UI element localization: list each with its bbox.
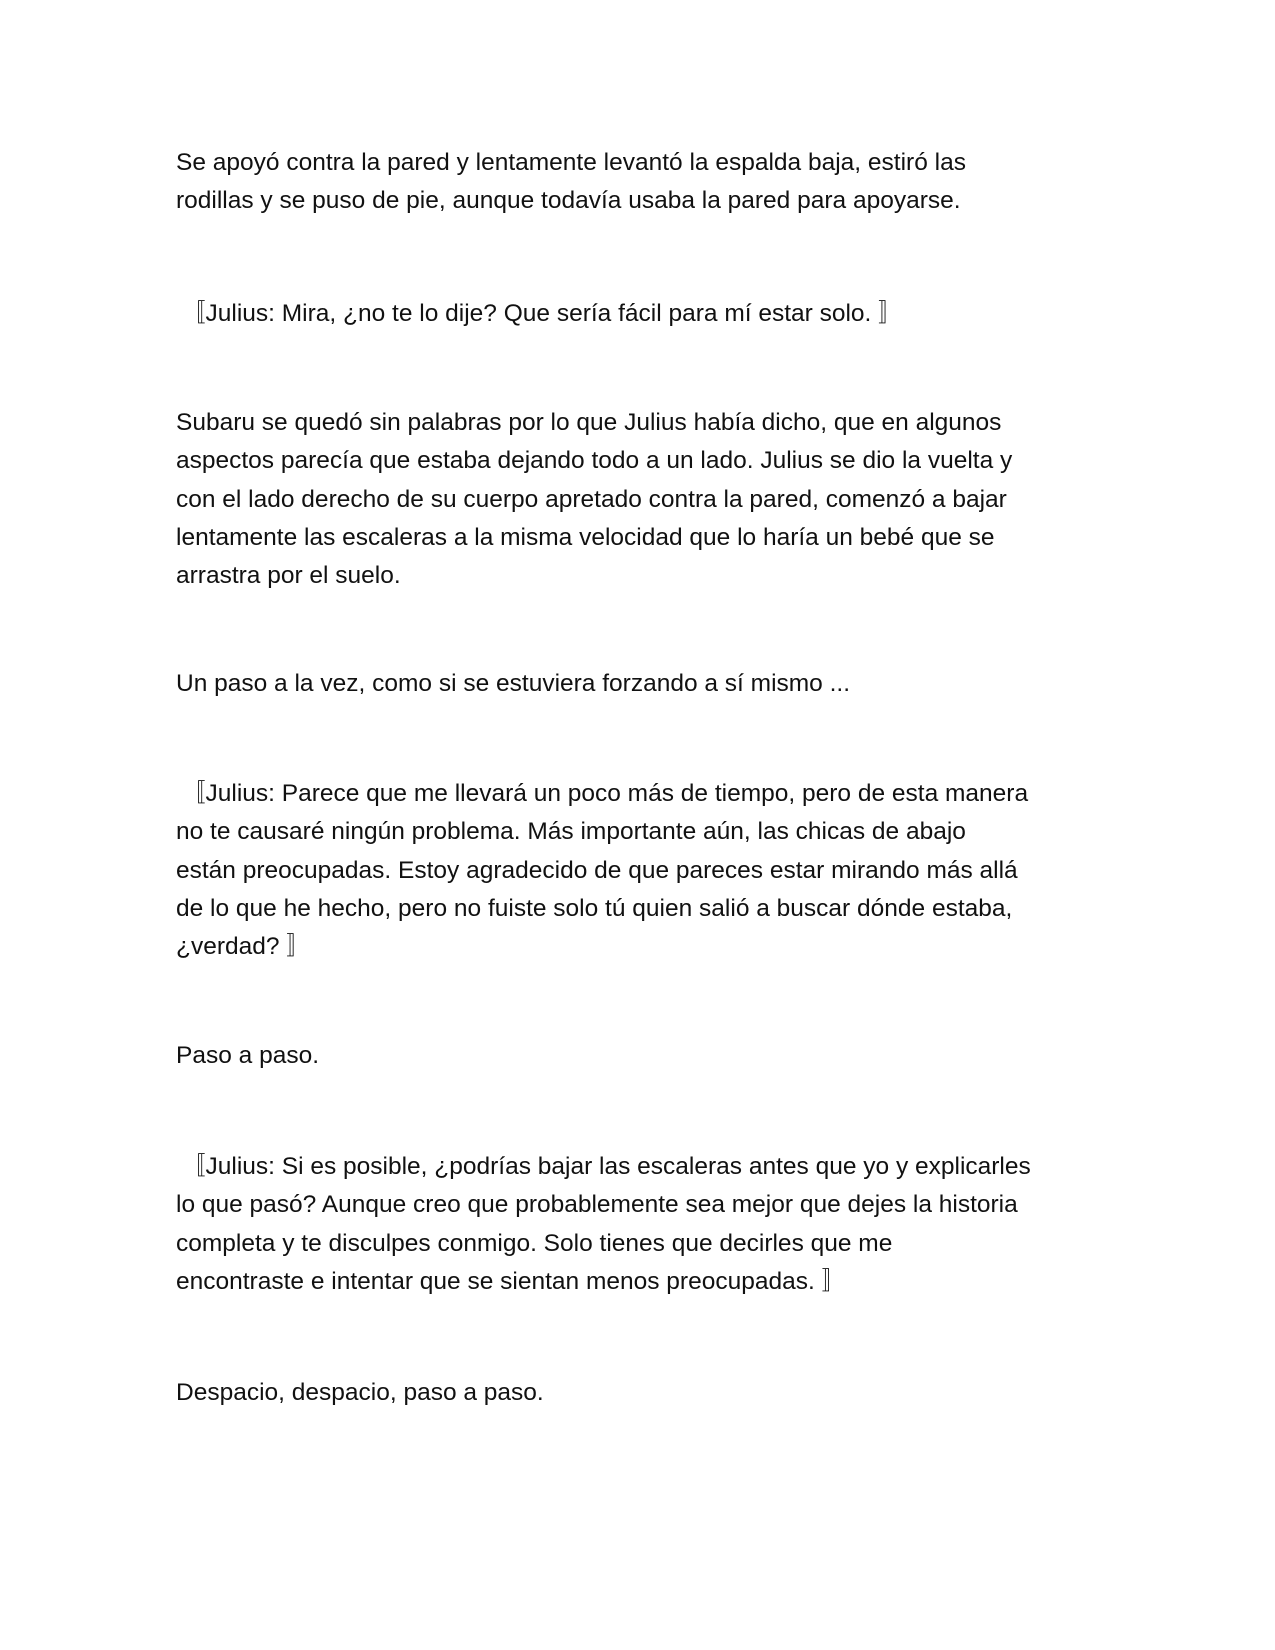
- paragraph-dialogue: [176, 775, 1116, 966]
- text-line: aspectos parecía que estaba dejando todo a un lado. Julius se dio la vuelta y: [176, 447, 1013, 475]
- text-line: completa y te disculpes conmigo. Solo tienes que decirles que me: [176, 1229, 893, 1257]
- text-line: Paso a paso.: [176, 1042, 320, 1069]
- text-line: Un paso a la vez, como si se estuviera forzando a sí mismo ...: [176, 670, 851, 697]
- text-line: rodillas y se puso de pie, aunque todavía usaba la pared para apoyarse.: [176, 187, 961, 215]
- text-line: de lo que he hecho, pero no fuiste solo tú quien salió a buscar dónde estaba,: [176, 894, 1013, 922]
- text-line: con el lado derecho de su cuerpo apretado contra la pared, comenzó a bajar: [176, 485, 1007, 513]
- paragraph-narration: [176, 404, 1116, 595]
- text-line: Se apoyó contra la pared y lentamente levantó la espalda baja, estiró las: [176, 149, 966, 176]
- paragraph-narration: [176, 144, 1116, 221]
- paragraph-dialogue: [176, 1148, 1116, 1301]
- text-line: arrastra por el suelo.: [176, 562, 401, 590]
- paragraph-dialogue: [181, 295, 1121, 333]
- text-line: no te causaré ningún problema. Más importante aún, las chicas de abajo: [176, 818, 966, 846]
- paragraph-narration: [176, 1037, 1116, 1075]
- text-line: 〚Julius: Mira, ¿no te lo dije? Que sería fácil para mí estar solo. 〛: [181, 300, 903, 327]
- text-line: ¿verdad? 〛: [176, 933, 311, 961]
- text-line: encontraste e intentar que se sientan menos preocupadas. 〛: [176, 1267, 847, 1295]
- paragraph-narration: [176, 665, 1116, 703]
- text-line: Subaru se quedó sin palabras por lo que Julius había dicho, que en algunos: [176, 409, 1002, 436]
- text-line: 〚Julius: Parece que me llevará un poco más de tiempo, pero de esta manera: [181, 780, 1029, 807]
- text-line: Despacio, despacio, paso a paso.: [176, 1379, 544, 1406]
- text-line: lentamente las escaleras a la misma velocidad que lo haría un bebé que se: [176, 523, 995, 551]
- paragraph-narration: [176, 1374, 1116, 1412]
- text-line: 〚Julius: Si es posible, ¿podrías bajar las escaleras antes que yo y explicarles: [181, 1153, 1031, 1180]
- text-line: lo que pasó? Aunque creo que probablemente sea mejor que dejes la historia: [176, 1191, 1018, 1219]
- text-line: están preocupadas. Estoy agradecido de que pareces estar mirando más allá: [176, 856, 1018, 884]
